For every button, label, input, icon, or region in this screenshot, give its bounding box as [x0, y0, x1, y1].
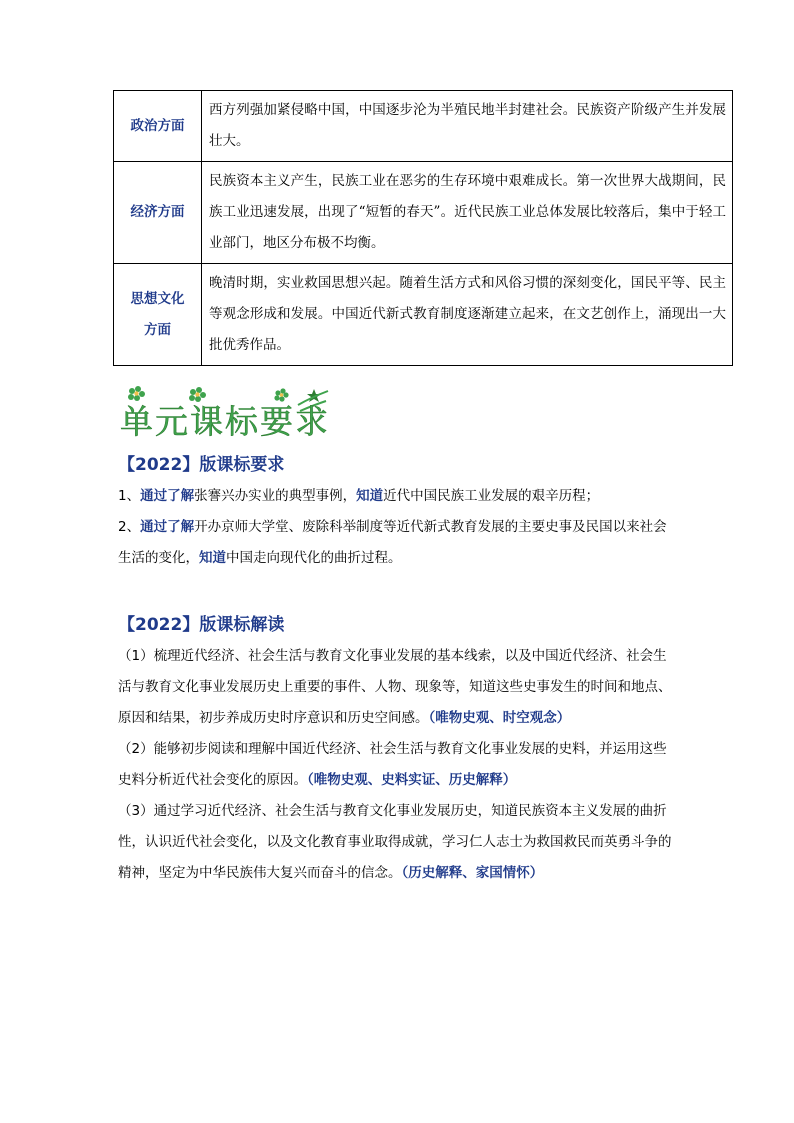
- table-row: [114, 162, 733, 264]
- category-cell: 政治方面: [114, 91, 202, 162]
- interpretation-title: 【2022】版课标解读: [118, 615, 285, 635]
- banner-text: 单元课标要求: [120, 402, 330, 441]
- literacy-tag: （唯物史观、时空观念）: [428, 710, 571, 726]
- interpretation-item: [118, 796, 678, 889]
- item-text: （1）梳理近代经济、社会生活与教育文化事业发展的基本线索，以及中国近代经济、社会生活与教育文化事业发展历史上重要的事件、人物、现象等，知道这些史事发生的时间和地点、原因和结果，初步养成历史时序意识和历史空间感。: [118, 648, 672, 726]
- item-text: （3）通过学习近代经济、社会生活与教育文化事业发展历史，知道民族资本主义发展的曲折性，认识近代社会变化，以及文化教育事业取得成就，学习仁人志士为救国救民而英勇斗争的精神，坚定为中华民族伟大复兴而奋斗的信念。: [118, 803, 672, 881]
- keyword: 通过了解: [140, 519, 195, 535]
- requirement-item: [118, 481, 678, 512]
- literacy-tag: （唯物史观、史料实证、历史解释）: [307, 772, 517, 788]
- description-quote: “短暂的春天”: [358, 204, 441, 220]
- requirement-item: [118, 512, 678, 574]
- category-cell: [114, 264, 202, 366]
- description-cell: [202, 162, 733, 264]
- keyword: 知道: [356, 488, 384, 504]
- item-text: 开办京师大学堂、废除科举制度等近代新式教育发展的主要史事及民国以来社会生活的变化，: [118, 519, 667, 566]
- flower-icon: [128, 386, 145, 401]
- requirements-title: 【2022】版课标要求: [118, 455, 285, 475]
- summary-table: [113, 90, 733, 366]
- interpretation-item: [118, 641, 678, 734]
- item-text: 近代中国民族工业发展的艰辛历程；: [383, 488, 600, 504]
- item-number: 2、: [118, 519, 141, 535]
- interpretation-item: [118, 734, 678, 796]
- description-text: 。近代民族工业总体发展比较落后，集中于轻工业部门，地区分布极不均衡。: [209, 204, 727, 251]
- table-row: [114, 91, 733, 162]
- section-banner: [118, 383, 348, 443]
- keyword: 通过了解: [140, 488, 195, 504]
- table-row: [114, 264, 733, 366]
- literacy-tag: （历史解释、家国情怀）: [401, 865, 544, 881]
- category-cell: 经济方面: [114, 162, 202, 264]
- item-text: 张謇兴办实业的典型事例，: [194, 488, 357, 504]
- item-text: （2）能够初步阅读和理解中国近代经济、社会生活与教育文化事业发展的史料，并运用这些史料分析近代社会变化的原因。: [118, 741, 667, 788]
- category-label: 思想文化方面: [130, 290, 185, 338]
- flower-icon: [274, 388, 288, 401]
- flower-icon: [189, 387, 206, 402]
- description-cell: 晚清时期，实业救国思想兴起。随着生活方式和风俗习惯的深刻变化，国民平等、民主等观念形成和发展。中国近代新式教育制度逐渐建立起来，在文艺创作上，涌现出一大批优秀作品。: [202, 264, 733, 366]
- keyword: 知道: [199, 550, 226, 566]
- description-text: 民族资本主义产生，民族工业在恶劣的生存环境中艰难成长。第一次世界大战期间，民族工业迅速发展，出现了: [209, 173, 726, 220]
- item-number: 1、: [118, 488, 141, 504]
- item-text: 中国走向现代化的曲折过程。: [226, 550, 402, 566]
- description-cell: 西方列强加紧侵略中国，中国逐步沦为半殖民地半封建社会。民族资产阶级产生并发展壮大。: [202, 91, 733, 162]
